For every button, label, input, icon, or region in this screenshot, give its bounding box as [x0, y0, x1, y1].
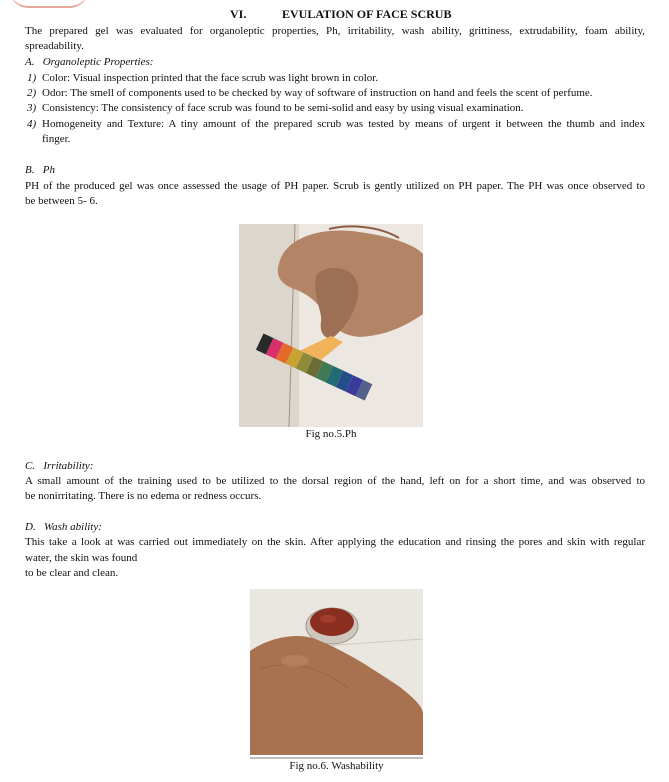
header-decoration [10, 0, 88, 8]
subsection-b-line2: be between 5- 6. [25, 195, 98, 207]
list-text: Homogeneity and Texture: A tiny amount of the prepared scrub was tested by means of urgent it between the thumb and index [42, 118, 645, 130]
figure-5-caption: Fig no.5.Ph [305, 428, 357, 440]
list-text: finger. [42, 133, 71, 145]
washability-illustration [250, 589, 423, 755]
ph-test-photo [239, 224, 423, 427]
intro-paragraph-line1: The prepared gel was evaluated for organoleptic properties, Ph, irritability, wash ability, grittiness, extrudability, foam ability, [25, 25, 645, 37]
intro-paragraph-line2: spreadability. [25, 40, 84, 52]
subsection-a-label: A. [25, 56, 35, 68]
subsection-d-line2: water, the skin was found [25, 552, 138, 564]
ph-test-illustration [239, 224, 423, 427]
list-text: Color: Visual inspection printed that the face scrub was light brown in color. [42, 72, 379, 84]
washability-photo [250, 589, 423, 755]
list-number: 4) [27, 118, 37, 130]
subsection-c-label: C. [25, 460, 36, 472]
subsection-c-title: Irritability: [43, 460, 94, 472]
list-number: 2) [27, 87, 37, 99]
section-number: VI. [230, 7, 247, 21]
subsection-a-heading [25, 55, 645, 70]
list-number: 1) [27, 72, 37, 84]
subsection-b-line1: PH of the produced gel was once assessed the usage of PH paper. Scrub is gently utilized on PH paper. The PH was once observed to [25, 180, 645, 192]
subsection-d-heading [25, 520, 645, 535]
subsection-d-line1: This take a look at was carried out immediately on the skin. After applying the education and rinsing the pores and skin with regular [25, 536, 645, 548]
list-number: 3) [27, 102, 37, 114]
subsection-c-line1: A small amount of the training used to be utilized to the dorsal region of the hand, left on for a short time, and was observed to [25, 475, 645, 487]
list-text: Odor: The smell of components used to be checked by way of software of instruction on hand and feels the scent of perfume. [42, 87, 593, 99]
subsection-b-heading [25, 163, 645, 178]
section-title: EVULATION OF FACE SCRUB [282, 7, 452, 21]
subsection-b-title: Ph [42, 164, 55, 176]
subsection-d-line3: to be clear and clean. [25, 567, 119, 579]
list-text: Consistency: The consistency of face scrub was found to be semi-solid and easy by using visual examination. [42, 102, 524, 114]
subsection-c-heading [25, 459, 645, 474]
caption-divider [250, 757, 423, 759]
figure-6-caption: Fig no.6. Washability [289, 760, 384, 772]
subsection-d-label: D. [25, 521, 36, 533]
subsection-a-title: Organoleptic Properties: [42, 56, 154, 68]
subsection-d-title: Wash ability: [43, 521, 102, 533]
subsection-c-line2: be nonirritating. There is no edema or redness occurs. [25, 490, 262, 502]
subsection-b-label: B. [25, 164, 35, 176]
